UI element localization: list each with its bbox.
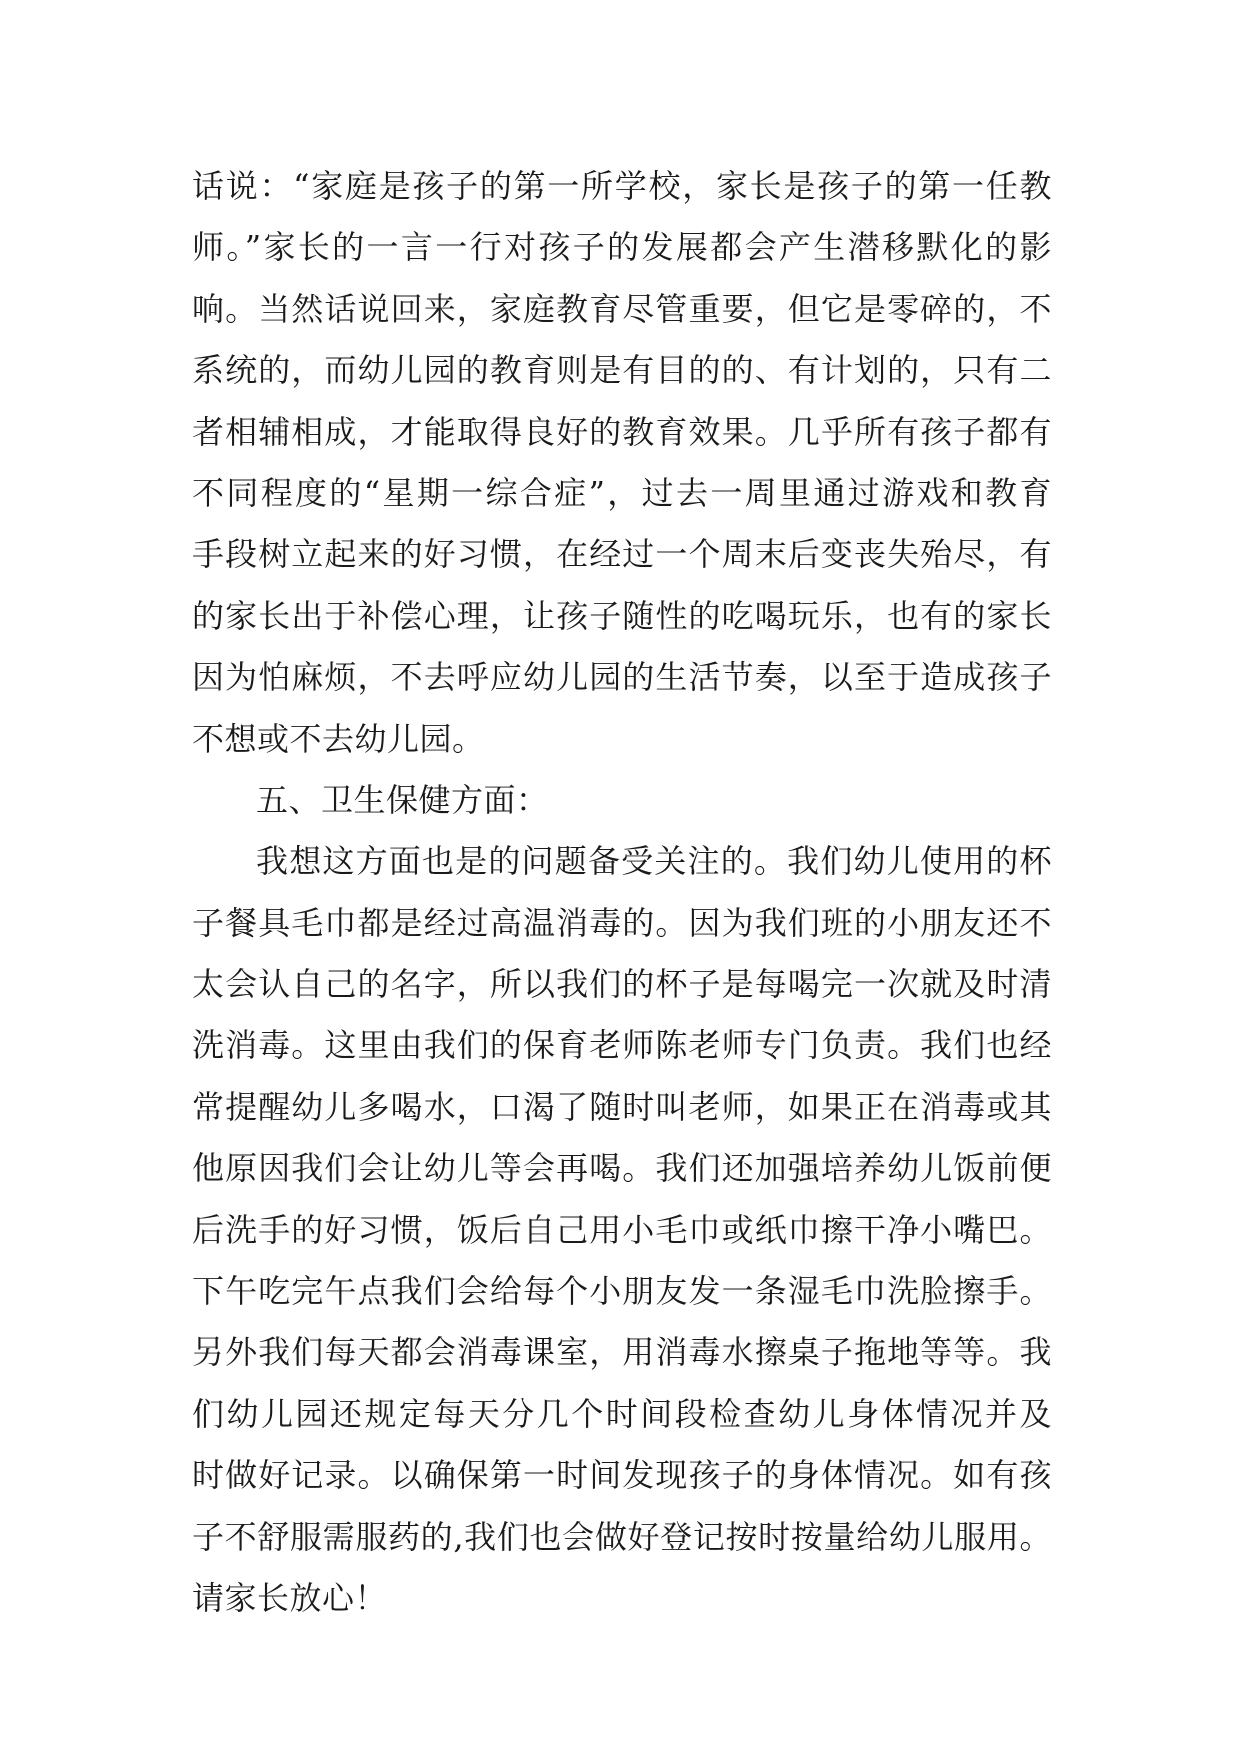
text-line: 后洗手的好习惯，饭后自己用小毛巾或纸巾擦干净小嘴巴。: [192, 1210, 1052, 1249]
text-line: 另外我们每天都会消毒课室，用消毒水擦桌子拖地等等。我: [192, 1333, 1052, 1372]
text-line: 们幼儿园还规定每天分几个时间段检查幼儿身体情况并及: [192, 1394, 1052, 1433]
text-line: 的家长出于补偿心理，让孩子随性的吃喝玩乐，也有的家长: [192, 596, 1052, 635]
paragraph-health-care: [192, 831, 1052, 1629]
text-line: 子不舒服需服药的,我们也会做好登记按时按量给幼儿服用。: [192, 1517, 1052, 1556]
text-line: 我想这方面也是的问题备受关注的。我们幼儿使用的杯: [256, 842, 1052, 881]
text-line: 话说：“家庭是孩子的第一所学校，家长是孩子的第一任教: [192, 167, 1052, 205]
text-line: 响。当然话说回来，家庭教育尽管重要，但它是零碎的，不: [192, 289, 1052, 328]
text-line: 不想或不去幼儿园。: [192, 719, 485, 758]
text-line: 时做好记录。以确保第一时间发现孩子的身体情况。如有孩: [192, 1456, 1052, 1495]
text-line: 太会认自己的名字，所以我们的杯子是每喝完一次就及时清: [192, 965, 1052, 1004]
text-line: 系统的，而幼儿园的教育则是有目的的、有计划的，只有二: [192, 351, 1052, 390]
text-line: 请家长放心！: [192, 1578, 388, 1617]
text-line: 下午吃完午点我们会给每个小朋友发一条湿毛巾洗脸擦手。: [192, 1272, 1052, 1311]
text-line: 师。”家长的一言一行对孩子的发展都会产生潜移默化的影: [192, 228, 1052, 267]
section-heading: 五、卫生保健方面：: [256, 780, 549, 819]
text-line: 不同程度的“星期一综合症”，过去一周里通过游戏和教育: [192, 473, 1052, 512]
text-line: 他原因我们会让幼儿等会再喝。我们还加强培养幼儿饭前便: [192, 1149, 1052, 1188]
text-line: 因为怕麻烦，不去呼应幼儿园的生活节奏，以至于造成孩子: [192, 658, 1052, 697]
text-line: 子餐具毛巾都是经过高温消毒的。因为我们班的小朋友还不: [192, 903, 1052, 942]
document-body: [192, 156, 1052, 1629]
text-line: 手段树立起来的好习惯，在经过一个周末后变丧失殆尽，有: [192, 535, 1052, 574]
text-line: 洗消毒。这里由我们的保育老师陈老师专门负责。我们也经: [192, 1026, 1052, 1065]
text-line: 常提醒幼儿多喝水，口渴了随时叫老师，如果正在消毒或其: [192, 1087, 1052, 1126]
text-line: 者相辅相成，才能取得良好的教育效果。几乎所有孩子都有: [192, 412, 1052, 451]
paragraph-family-education: [192, 156, 1052, 770]
